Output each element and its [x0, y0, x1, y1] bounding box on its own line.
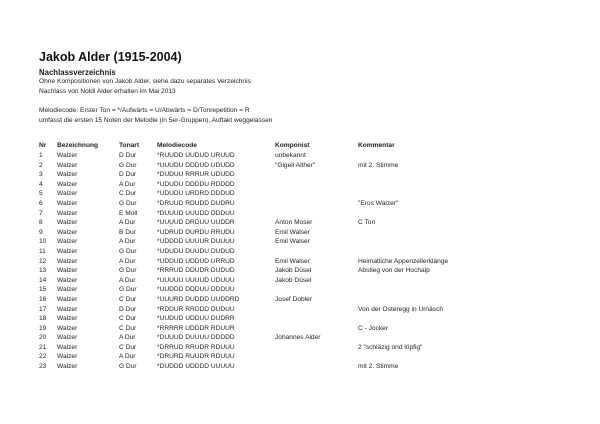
cell-melodiecode: *UDRUD DURDU RRUDU	[157, 228, 235, 236]
cell-komponist	[275, 314, 358, 324]
cell-kommentar	[358, 314, 498, 324]
cell-kommentar: Abstieg von der Hochalp	[358, 267, 430, 275]
cell-melodiecode: *DRURD RUUDR RDUUU	[157, 353, 235, 361]
cell-tonart: A Dur	[119, 219, 136, 227]
cell-kommentar: C Ton	[358, 219, 376, 227]
table-row	[39, 218, 498, 228]
cell-kommentar: Heimatliche Appenzellerklänge	[358, 257, 449, 265]
table-row	[39, 161, 498, 171]
cell-tonart: G Dur	[119, 267, 137, 275]
cell-komponist	[275, 247, 358, 257]
cell-kommentar: C - Jocker	[358, 324, 389, 332]
cell-kommentar	[358, 333, 498, 343]
cell-komponist: Jakob Düsel	[275, 276, 312, 284]
cell-komponist	[275, 343, 358, 353]
cell-tonart: C Dur	[119, 295, 137, 303]
table-row	[39, 276, 498, 286]
table-row	[39, 228, 498, 238]
cell-nr: 19	[39, 324, 47, 332]
cell-nr: 3	[39, 171, 43, 179]
cell-nr: 23	[39, 363, 47, 371]
cell-komponist: Jakob Düsel	[275, 267, 312, 275]
cell-bezeichnung: Walzer	[57, 315, 78, 323]
cell-komponist	[275, 352, 358, 362]
cell-bezeichnung: Walzer	[57, 267, 78, 275]
cell-melodiecode: *DUDUU RRRUR UDUDD	[157, 171, 235, 179]
header-komponist: Komponist	[275, 142, 310, 149]
cell-melodiecode: *UDDUD UDDUD URRUD	[157, 257, 235, 265]
cell-bezeichnung: Walzer	[57, 190, 78, 198]
table-row	[39, 237, 498, 247]
cell-kommentar	[358, 247, 498, 257]
cell-kommentar: mit 2. Stimme	[358, 161, 399, 169]
cell-tonart: G Dur	[119, 286, 137, 294]
cell-tonart: D Dur	[119, 305, 137, 313]
cell-bezeichnung: Walzer	[57, 276, 78, 284]
cell-bezeichnung: Walzer	[57, 219, 78, 227]
cell-bezeichnung: Walzer	[57, 305, 78, 313]
table-row	[39, 199, 498, 209]
cell-melodiecode: *RDDUR RRDDD DUDUU	[157, 305, 235, 313]
table-row	[39, 295, 498, 305]
melody-code-scope: umfasst die ersten 15 Noten der Melodie (in 5er-Gruppen), Auftakt weggelassen	[39, 117, 273, 124]
cell-bezeichnung: Walzer	[57, 343, 78, 351]
cell-nr: 20	[39, 334, 47, 342]
table-row	[39, 209, 498, 219]
cell-bezeichnung: Walzer	[57, 324, 78, 332]
cell-kommentar	[358, 151, 498, 161]
cell-bezeichnung: Walzer	[57, 161, 78, 169]
cell-komponist: Anton Moser	[275, 219, 313, 227]
cell-tonart: C Dur	[119, 343, 137, 351]
cell-komponist: "Gigeli Alther"	[275, 161, 316, 169]
cell-komponist	[275, 180, 358, 190]
cell-kommentar: "Eros Walzer"	[358, 199, 399, 207]
cell-kommentar: Von der Osteregg in Urnäsch	[358, 305, 444, 313]
page-subtitle: Nachlassverzeichnis	[39, 68, 116, 77]
cell-bezeichnung: Walzer	[57, 247, 78, 255]
cell-melodiecode: *UDUDU URDRD DDDUD	[157, 190, 235, 198]
cell-tonart: A Dur	[119, 180, 136, 188]
table-header-row	[39, 141, 498, 151]
table-row	[39, 257, 498, 267]
cell-tonart: C Dur	[119, 324, 137, 332]
cell-komponist: Emil Walser	[275, 238, 310, 246]
cell-kommentar	[358, 170, 498, 180]
cell-komponist: Josef Dobler	[275, 295, 313, 303]
cell-nr: 10	[39, 238, 47, 246]
header-tonart: Tonart	[119, 142, 140, 149]
cell-kommentar	[358, 295, 498, 305]
cell-kommentar	[358, 209, 498, 219]
table-row	[39, 314, 498, 324]
cell-tonart: G Dur	[119, 363, 137, 371]
cell-bezeichnung: Walzer	[57, 286, 78, 294]
cell-nr: 14	[39, 276, 47, 284]
cell-tonart: A Dur	[119, 257, 136, 265]
cell-nr: 16	[39, 295, 47, 303]
cell-melodiecode: *UUDUD UDDUU DUDRR	[157, 315, 235, 323]
table-row	[39, 343, 498, 353]
cell-nr: 4	[39, 180, 43, 188]
cell-kommentar	[358, 228, 498, 238]
cell-nr: 7	[39, 209, 43, 217]
cell-nr: 9	[39, 228, 43, 236]
cell-bezeichnung: Walzer	[57, 199, 78, 207]
catalog-table	[39, 141, 498, 372]
cell-nr: 12	[39, 257, 47, 265]
cell-tonart: G Dur	[119, 199, 137, 207]
cell-tonart: G Dur	[119, 161, 137, 169]
cell-kommentar: 2 "schläzig ond löpfig"	[358, 343, 423, 351]
cell-melodiecode: *RRRUD DDUDR DUDUD	[157, 267, 235, 275]
cell-komponist	[275, 199, 358, 209]
cell-tonart: D Dur	[119, 171, 137, 179]
cell-nr: 17	[39, 305, 47, 313]
cell-komponist	[275, 305, 358, 315]
cell-melodiecode: *UUURD DUDDD UUDDRD	[157, 295, 240, 303]
cell-komponist: Johannes Alder	[275, 334, 321, 342]
cell-komponist	[275, 170, 358, 180]
table-row	[39, 305, 498, 315]
cell-bezeichnung: Walzer	[57, 257, 78, 265]
cell-melodiecode: *RRRRR UDDDR RDUUR	[157, 324, 235, 332]
table-row	[39, 189, 498, 199]
cell-tonart: C Dur	[119, 315, 137, 323]
cell-nr: 11	[39, 247, 46, 255]
table-row	[39, 352, 498, 362]
header-nr: Nr	[39, 142, 47, 149]
cell-nr: 8	[39, 219, 43, 227]
table-row	[39, 285, 498, 295]
cell-melodiecode: *DRUUD RDUDD DUDRU	[157, 199, 235, 207]
cell-nr: 22	[39, 353, 47, 361]
cell-kommentar	[358, 180, 498, 190]
cell-melodiecode: *UUDDD DDDUU DDDUU	[157, 286, 235, 294]
header-bezeichnung: Bezeichnung	[57, 142, 99, 149]
cell-komponist: Emil Walser	[275, 228, 310, 236]
cell-nr: 1	[39, 152, 43, 159]
cell-tonart: A Dur	[119, 238, 136, 246]
cell-melodiecode: *UUUDU DDDUD UDUDD	[157, 161, 235, 169]
cell-komponist: unbekannt	[275, 152, 306, 159]
melody-code-legend: Melodiecode: Erster Ton = */Aufwärts = U/Abwärts = D/Tonrepetition = R	[39, 107, 250, 114]
header-melodiecode: Melodiecode	[157, 142, 197, 149]
cell-bezeichnung: Walzer	[57, 334, 78, 342]
cell-komponist	[275, 189, 358, 199]
cell-tonart: A Dur	[119, 334, 136, 342]
cell-nr: 2	[39, 161, 43, 169]
cell-komponist	[275, 362, 358, 372]
cell-bezeichnung: Walzer	[57, 209, 78, 217]
cell-melodiecode: *DUUUD DUUUU DDDDD	[157, 334, 235, 342]
cell-bezeichnung: Walzer	[57, 171, 78, 179]
cell-melodiecode: *DRRUD RRUDR RDUUU	[157, 343, 235, 351]
cell-melodiecode: *DUUUD UUUDD DDDUU	[157, 209, 235, 217]
cell-melodiecode: *UDUDU DDDDU RDDDD	[157, 180, 235, 188]
cell-komponist: Emil Walser	[275, 257, 310, 265]
cell-kommentar: mit 2. Stimme	[358, 363, 399, 371]
table-row	[39, 362, 498, 372]
cell-nr: 5	[39, 190, 43, 198]
cell-tonart: D Dur	[119, 152, 137, 159]
cell-tonart: B Dur	[119, 228, 136, 236]
cell-tonart: G Dur	[119, 247, 137, 255]
cell-komponist	[275, 324, 358, 334]
table-row	[39, 170, 498, 180]
cell-kommentar	[358, 237, 498, 247]
cell-komponist	[275, 209, 358, 219]
cell-bezeichnung: Walzer	[57, 363, 78, 371]
cell-bezeichnung: Walzer	[57, 238, 78, 246]
note-line-1: Ohne Kompositionen von Jakob Alder, siehe dazu separates Verzeichnis	[39, 78, 251, 85]
cell-melodiecode: *UUUUD DRDUU UUDDR	[157, 219, 235, 227]
table-row	[39, 333, 498, 343]
page-title: Jakob Alder (1915-2004)	[39, 50, 182, 64]
table-row	[39, 247, 498, 257]
cell-melodiecode: *DUDDD UDDDD UUUUU	[157, 363, 235, 371]
cell-nr: 18	[39, 315, 47, 323]
cell-bezeichnung: Walzer	[57, 295, 78, 303]
cell-tonart: E Moll	[119, 209, 138, 217]
cell-bezeichnung: Walzer	[57, 353, 78, 361]
cell-komponist	[275, 285, 358, 295]
cell-nr: 15	[39, 286, 47, 294]
cell-kommentar	[358, 352, 498, 362]
table-row	[39, 266, 498, 276]
cell-tonart: A Dur	[119, 276, 136, 284]
cell-melodiecode: *UUUUU UUUUD UDUUU	[157, 276, 235, 284]
cell-tonart: A Dur	[119, 353, 136, 361]
cell-kommentar	[358, 276, 498, 286]
table-row	[39, 151, 498, 161]
cell-bezeichnung: Walzer	[57, 228, 78, 236]
cell-nr: 13	[39, 267, 47, 275]
cell-kommentar	[358, 189, 498, 199]
cell-nr: 21	[39, 343, 47, 351]
note-line-2: Nachlass von Noldi Alder erhalten im Mai 2013	[39, 88, 176, 95]
cell-bezeichnung: Walzer	[57, 180, 78, 188]
table-row	[39, 180, 498, 190]
table-row	[39, 324, 498, 334]
cell-kommentar	[358, 285, 498, 295]
cell-nr: 6	[39, 199, 43, 207]
cell-melodiecode: *UDDDD UUUUR DUUUU	[157, 238, 235, 246]
cell-bezeichnung: Walzer	[57, 152, 78, 159]
cell-melodiecode: *UDUDU DUUDU DUDUD	[157, 247, 235, 255]
header-kommentar: Kommentar	[358, 142, 395, 149]
cell-melodiecode: *RUUDD UUDUD URUUD	[157, 152, 235, 159]
cell-tonart: C Dur	[119, 190, 137, 198]
